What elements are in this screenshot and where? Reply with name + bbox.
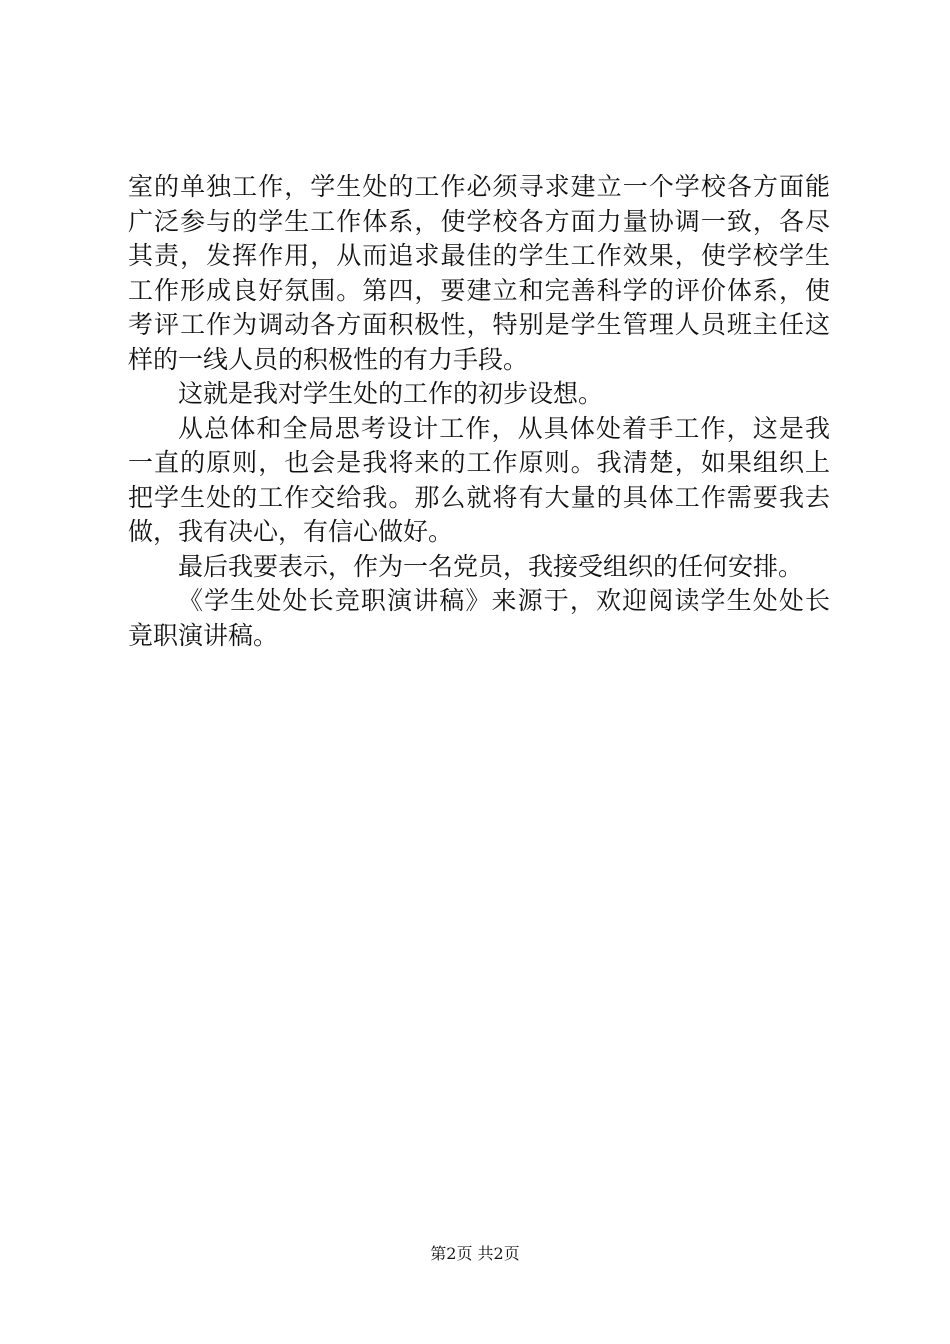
text-line: 《学生处处长竞职演讲稿》来源于，欢迎阅读学生处处长 [178,586,830,615]
text-line: 把学生处的工作交给我。那么就将有大量的具体工作需要我去 [128,482,830,512]
text-line: 竟职演讲稿。 [128,620,279,650]
text-line: 这就是我对学生处的工作的初步设想。 [178,379,604,408]
text-line: 考评工作为调动各方面积极性，特别是学生管理人员班主任这 [128,310,830,339]
text-line: 最后我要表示，作为一名党员，我接受组织的任何安排。 [178,551,804,581]
text-line: 工作形成良好氛围。第四，要建立和完善科学的评价体系，使 [128,275,830,305]
text-line: 室的单独工作，学生处的工作必须寻求建立一个学校各方面能 [128,172,830,201]
page-footer: 第2页 共2页 [430,1244,520,1263]
body-text [128,170,830,653]
text-line: 广泛参与的学生工作体系，使学校各方面力量协调一致，各尽 [128,206,830,236]
text-line: 做，我有决心，有信心做好。 [128,517,454,546]
text-line: 一直的原则，也会是我将来的工作原则。我清楚，如果组织上 [128,448,830,477]
text-line: 样的一线人员的积极性的有力手段。 [128,344,529,374]
text-line: 从总体和全局思考设计工作，从具体处着手工作，这是我 [178,413,830,443]
text-line: 其责，发挥作用，从而追求最佳的学生工作效果，使学校学生 [128,241,830,270]
